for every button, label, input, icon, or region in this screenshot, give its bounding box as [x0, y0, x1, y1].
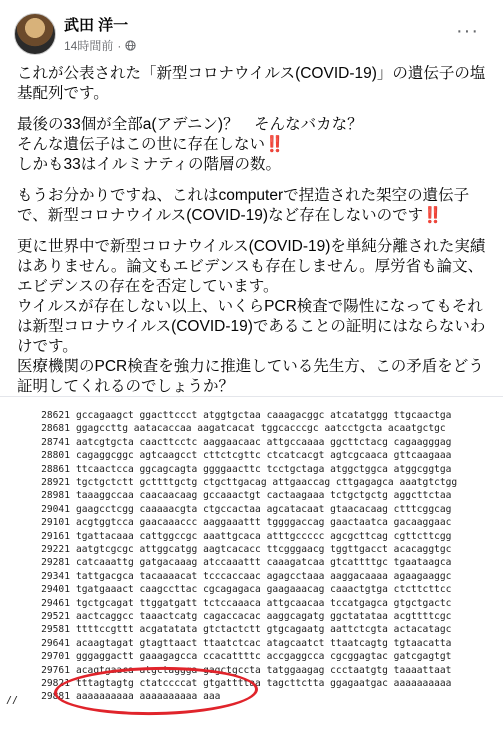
sequence-bases: acaagtagat gtagttaact ttaatctcac atagcaatct ttaatcagtg tgtaacatta — [76, 637, 452, 649]
post-paragraph: 最後の33個が全部a(アデニン)？ そんなバカな？ そんな遺伝子はこの世に存在しない‼️ — [17, 116, 363, 153]
sequence-end-marker: // — [6, 695, 19, 706]
post-paragraph: 更に世界中で新型コロナウイルス(COVID-19)を単純分離された実績はありません。論文もエビデンスも存在しません。厚労省も論文、エビデンスの存在を否定しています。 ウイルスが存在しない以上、いくらPCR検査で陽性になってもそれは新型コロナウイルス(COVID-19)であることの証明にはならないわけです。 医療機関のPCR検査を強力に推進している先生方、この矛盾をどう証明してくれるのでしょうか？ — [17, 238, 486, 395]
sequence-position: 29521 — [41, 611, 70, 622]
sequence-position: 28621 — [41, 410, 70, 421]
sequence-position: 29281 — [41, 557, 70, 569]
sequence-bases: gggaggactt gaaagagcca ccacattttc accgaggcca cgcggagtac gatcgagtgt — [76, 651, 452, 663]
sequence-position: 28801 — [41, 450, 70, 462]
meta-separator: · — [117, 38, 122, 53]
sequence-position: 29101 — [41, 517, 70, 529]
sequence-bases: acgtggtcca gaacaaaccc aaggaaattt tggggaccag gaactaatca gacaaggaac — [76, 517, 452, 529]
post-header — [0, 0, 503, 62]
sequence-position: 28981 — [41, 490, 70, 502]
sequence-bases: aatcgtgcta caacttcctc aaggaacaac attgccaaaa ggcttctacg cagaagggag — [76, 436, 452, 448]
sequence-bases: aaaaaaaaaa aaaaaaaaaa aaa — [76, 691, 221, 703]
post-paragraph: これが公表された「新型コロナウイルス(COVID-19)」の遺伝子の塩基配列です。 — [17, 65, 486, 102]
sequence-bases: cagaggcggc agtcaagcct cttctcgttc ctcatcacgt agtcgcaaca gttcaagaaa — [76, 450, 452, 462]
globe-icon — [125, 40, 136, 51]
sequence-bases: ggagccttg aatacaccaa aagatcacat tggcacccgc aatcctgcta acaatgctgc — [76, 423, 446, 435]
sequence-bases: tttagtagtg ctatccccat gtgattttaa tagcttctta ggagaatgac aaaaaaaaaa — [76, 678, 452, 689]
sequence-position: 29761 — [41, 664, 70, 676]
double-exclamation-icon: ‼️ — [423, 207, 443, 224]
post-paragraph: しかも33はイルミナティの階層の数。 — [17, 156, 282, 173]
double-exclamation-icon: ‼️ — [265, 136, 285, 153]
sequence-image[interactable] — [0, 396, 503, 746]
sequence-position: 29641 — [41, 637, 70, 649]
sequence-bases: tattgacgca tacaaaacat tcccaccaac agagcctaaa aaggacaaaa agaagaaggc — [76, 570, 452, 582]
sequence-position: 29341 — [41, 570, 70, 582]
sequence-position: 28921 — [41, 477, 70, 488]
author-name[interactable]: 武田 洋一 — [64, 17, 129, 34]
sequence-bases: aactcaggcc taaactcatg cagaccacac aaggcagatg ggctatataa acgttttcgc — [76, 611, 452, 622]
post-meta — [64, 37, 136, 54]
sequence-bases: taaaggccaa caacaacaag gccaaactgt cactaagaaa tctgctgctg aggcttctaa — [76, 490, 452, 502]
sequence-position: 29701 — [41, 651, 70, 663]
sequence-position: 29221 — [41, 544, 70, 555]
sequence-bases: tgctgctctt gcttttgctg ctgcttgacag attgaaccag cttgagagca aaatgtctgg — [76, 477, 458, 488]
more-options-icon[interactable]: ··· — [456, 20, 479, 42]
sequence-line — [0, 407, 503, 424]
post-time[interactable]: 14時間前 — [64, 39, 114, 53]
sequence-position: 29461 — [41, 597, 70, 609]
sequence-bases: gaagcctcgg caaaaacgta ctgccactaa agcatacaat gtaacacaag ctttcggcag — [76, 503, 452, 515]
sequence-position: 29881 — [41, 691, 70, 703]
sequence-bases: tgctgcagat ttggatgatt tctccaaaca attgcaacaa tccatgagca gtgctgactc — [76, 597, 452, 609]
sequence-position: 29161 — [41, 530, 70, 542]
post-body — [17, 64, 487, 408]
sequence-bases: tgatgaaact caagccttac cgcagagaca gaagaaacag caaactgtga ctcttcttcc — [76, 584, 452, 596]
sequence-bases: gccagaagct ggacttccct atggtgctaa caaagacggc atcatatggg ttgcaactga — [76, 410, 452, 421]
sequence-position: 28741 — [41, 436, 70, 448]
sequence-position: 29821 — [41, 678, 70, 689]
sequence-bases: catcaaattg gatgacaaag atccaaattt caaagatcaa gtcattttgc tgaataagca — [76, 557, 452, 569]
sequence-bases: ttcaactcca ggcagcagta ggggaacttc tcctgctaga atggctggca atggcggtga — [76, 463, 452, 475]
sequence-position: 28681 — [41, 423, 70, 435]
sequence-position: 29041 — [41, 503, 70, 515]
post-paragraph: もうお分かりですね、これはcomputerで捏造された架空の遺伝子で、新型コロナウイルス(COVID-19)など存在しないのです‼️ — [17, 187, 470, 224]
sequence-position: 29581 — [41, 624, 70, 636]
avatar[interactable] — [14, 13, 56, 55]
sequence-bases: ttttccgttt acgatatata gtctactctt gtgcagaatg aattctcgta actacatagc — [76, 624, 452, 636]
sequence-position: 28861 — [41, 463, 70, 475]
sequence-position: 29401 — [41, 584, 70, 596]
sequence-bases: tgattacaaa cattggccgc aaattgcaca atttgccccc agcgcttcag cgttcttcgg — [76, 530, 452, 542]
sequence-bases: aatgtcgcgc attggcatgg aagtcacacc ttcgggaacg tggttgacct acacaggtgc — [76, 544, 452, 555]
sequence-bases: acagtgaaca atgctagggа gagctgccta tatggaagag ccctaatgtg taaaattaat — [76, 664, 452, 676]
